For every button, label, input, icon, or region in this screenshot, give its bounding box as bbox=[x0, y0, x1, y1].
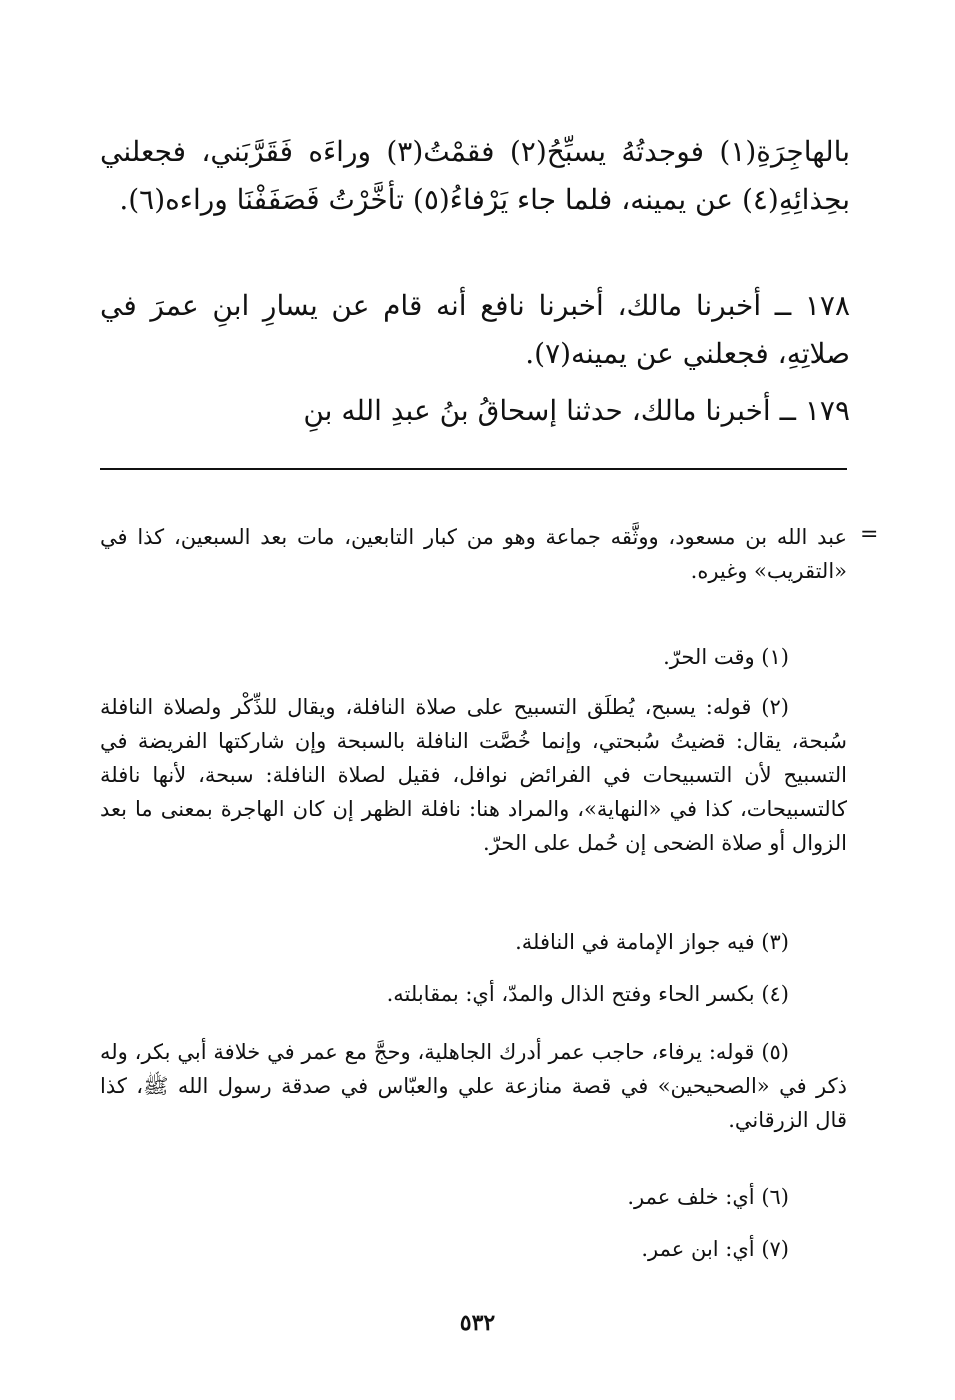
footnote-3: (٣) فيه جواز الإمامة في النافلة. bbox=[515, 930, 789, 954]
page-number: ٥٣٢ bbox=[459, 1310, 496, 1336]
footnote-1: (١) وقت الحرّ. bbox=[663, 645, 789, 669]
footnote-2: (٢) قوله: يسبح، يُطلَق التسبيح على صلاة النافلة، ويقال للذِّكْر ولصلاة النافلة سُبحة، يقال: قضيتُ سُبحتي، وإنما خُصَّت النافلة بالسبحة وإن شاركتها الفريضة في التسبيح لأن التسبيحات في الفرائض نوافل، فقيل لصلاة النافلة: سبحة، لأنها نافلة كالتسبيحات، كذا في «النهاية»، والمراد هنا: نافلة الظهر إن كان الهاجرة بمعنى ما بعد الزوال أو صلاة الضحى إن حُمل على الحرّ. bbox=[100, 695, 847, 855]
main-text-paragraph-1: بالهاجِرَةِ(١) فوجدتُهُ يسبِّحُ(٢) فقمْتُ(٣) وراءَه فَقَرَّبَني، فجعلني بحِذائِهِ(٤) عن يمينه، فلما جاء يَرْفاءُ(٥) تأخَّرْتُ فَصَفَفْنَا وراءه(٦). bbox=[100, 135, 851, 216]
footnote-4: (٤) بكسر الحاء وفتح الذال والمدّ، أي: بمقابلته. bbox=[386, 982, 789, 1006]
footnote-separator-rule bbox=[100, 468, 847, 470]
footnote-5: (٥) قوله: يرفاء، حاجب عمر أدرك الجاهلية، وحجَّ مع عمر في خلافة أبي بكر، وله ذكر في «الصحيحين» في قصة منازعة علي والعبّاس في صدقة رسول الله ﷺ، كذا قال الزرقاني. bbox=[100, 1040, 847, 1132]
continuation-marker: = bbox=[860, 522, 879, 547]
footnote-6: (٦) أي: خلف عمر. bbox=[627, 1185, 789, 1209]
hadith-178: ١٧٨ ــ أخبرنا مالك، أخبرنا نافع أنه قام عن يسارِ ابنِ عمرَ في صلاتِهِ، فجعلني عن يمينه(٧). bbox=[100, 289, 850, 370]
hadith-179: ١٧٩ ــ أخبرنا مالك، حدثنا إسحاقُ بنُ عبدِ الله بنِ bbox=[303, 394, 850, 427]
footnote-7: (٧) أي: ابن عمر. bbox=[641, 1237, 789, 1261]
footnote-continuation: عبد الله بن مسعود، ووثَّقه جماعة وهو من كبار التابعين، مات بعد السبعين، كذا في «التقريب» وغيره. bbox=[100, 525, 847, 583]
